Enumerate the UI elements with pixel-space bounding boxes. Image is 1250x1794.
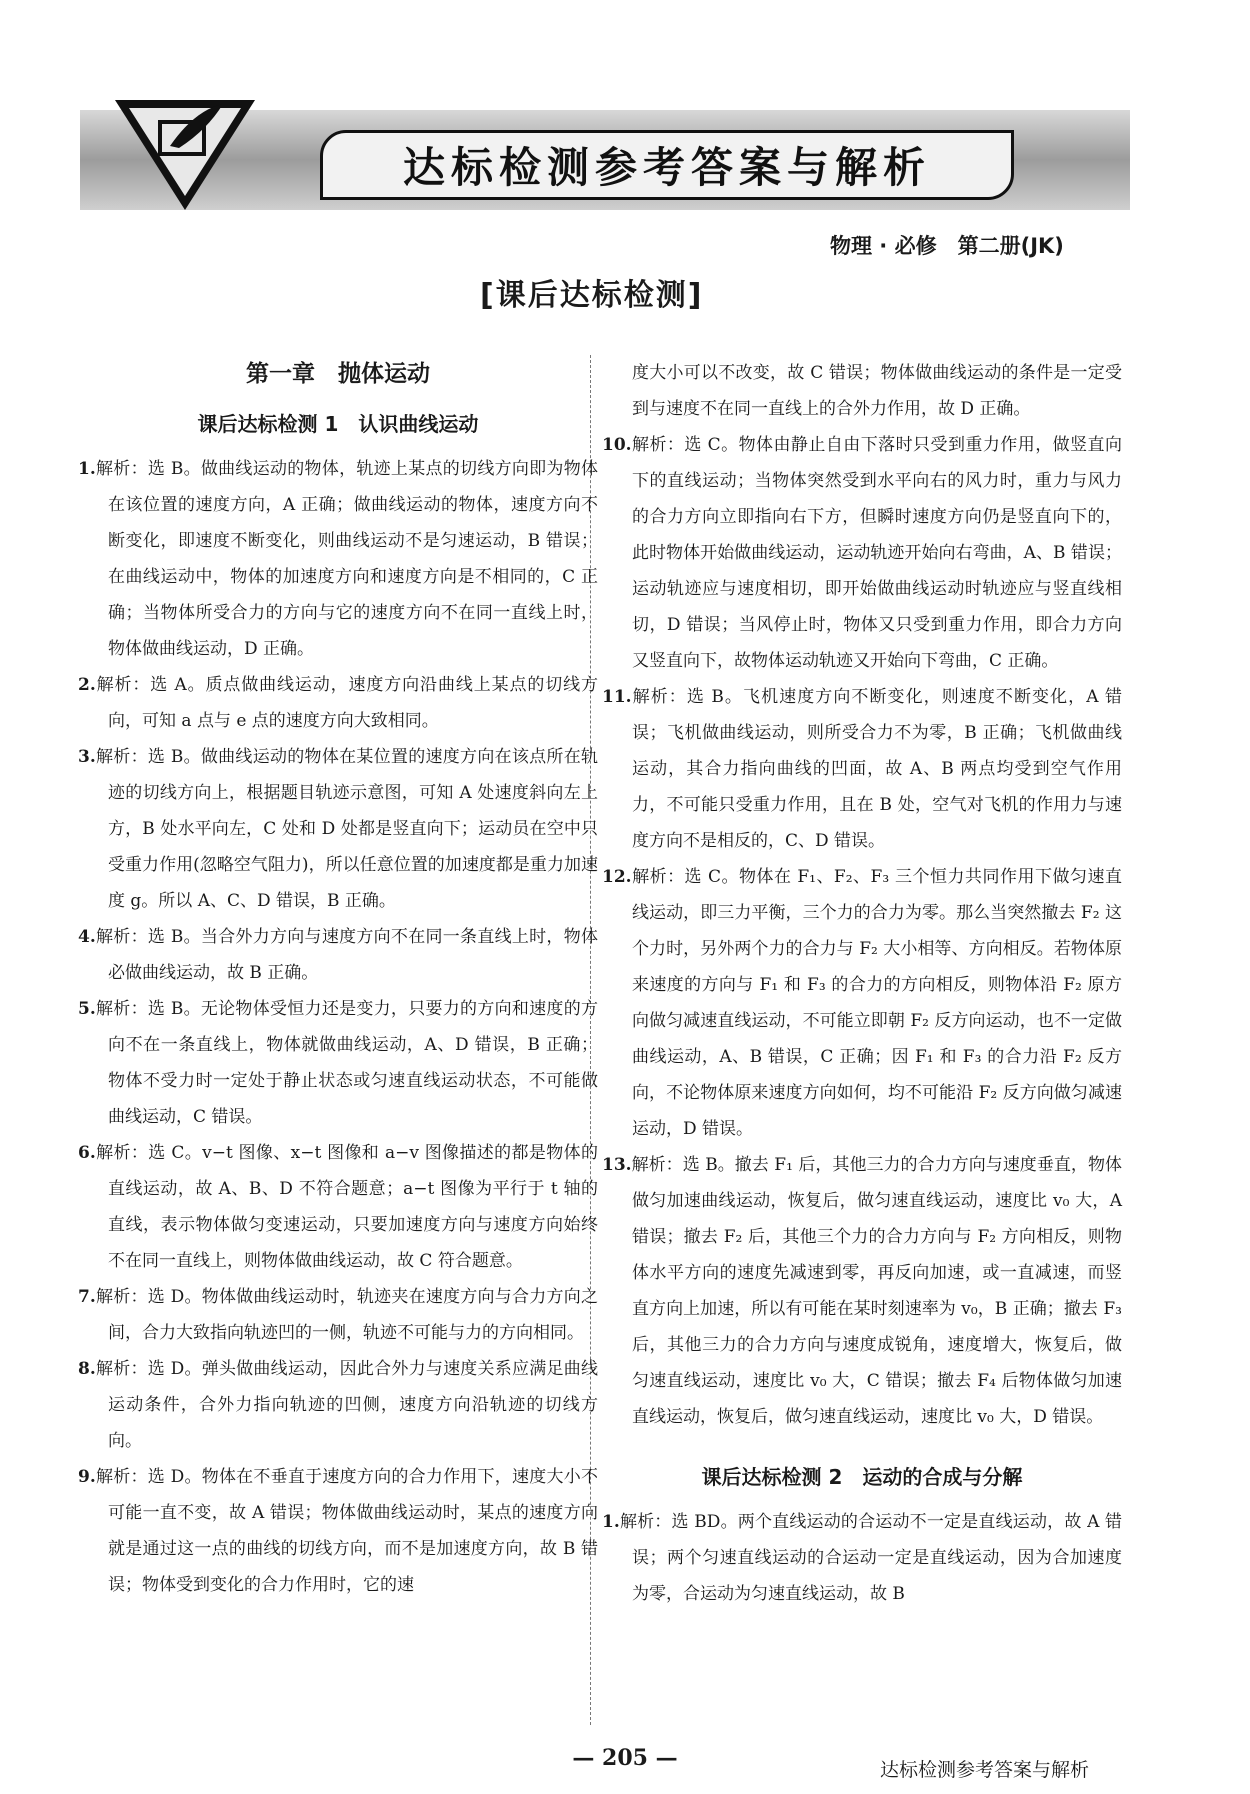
answer-number: 8. bbox=[78, 1359, 96, 1379]
answer-item bbox=[78, 451, 598, 667]
answer-item bbox=[602, 1504, 1122, 1612]
answer-item bbox=[78, 667, 598, 739]
answer-text: 解析：选 C。物体在 F₁、F₂、F₃ 三个恒力共同作用下做匀速直线运动，即三力平衡，三个力的合力为零。那么当突然撤去 F₂ 这个力时，另外两个力的合力与 F₂ 大小相等、方向相反。若物体原来速度的方向与 F₁ 和 F₃ 的合力的方向相反，则物体沿 F₂ 原方向做匀减速直线运动，不可能立即朝 F₂ 反方向运动，也不一定做曲线运动，A、B 错误，C 正确；因 F₁ 和 F₃ 的合力沿 F₂ 反方向，不论物体原来速度方向如何，均不可能沿 F₂ 反方向做匀减速运动，D 错误。 bbox=[631, 867, 1122, 1139]
subject-label: 物理 · 必修 第二册(JK) bbox=[830, 234, 1064, 258]
book-quill-logo-icon bbox=[115, 100, 255, 215]
footer-label: 达标检测参考答案与解析 bbox=[880, 1759, 1090, 1781]
answer-number: 6. bbox=[78, 1143, 96, 1163]
answer-number: 12. bbox=[602, 867, 632, 887]
banner-title-box bbox=[320, 130, 1014, 200]
answer-number: 5. bbox=[78, 999, 96, 1019]
answer-text: 解析：选 B。撤去 F₁ 后，其他三力的合力方向与速度垂直，物体做匀加速曲线运动，恢复后，做匀速直线运动，速度比 v₀ 大，A 错误；撤去 F₂ 后，其他三个力的合力方向与 F₂ 方向相反，则物体水平方向的速度先减速到零，再反向加速，或一直减速，而竖直方向上加速，所以有可能在某时刻速率为 v₀，B 正确；撤去 F₃ 后，其他三力的合力方向与速度成锐角，速度增大，恢复后，做匀速直线运动，速度比 v₀ 大，C 错误；撤去 F₄ 后物体做匀加速直线运动，恢复后，做匀速直线运动，速度比 v₀ 大，D 错误。 bbox=[631, 1155, 1122, 1427]
lesson-title: 课后达标检测 1 认识曲线运动 bbox=[197, 412, 479, 436]
answer-item bbox=[602, 859, 1122, 1147]
answer-item bbox=[78, 1135, 598, 1279]
header-banner bbox=[80, 100, 1130, 220]
answer-text: 解析：选 D。弹头做曲线运动，因此合外力与速度关系应满足曲线运动条件，合外力指向轨迹的凹侧，速度方向沿轨迹的切线方向。 bbox=[95, 1359, 598, 1451]
answer-number: 4. bbox=[78, 927, 96, 947]
answer-item bbox=[602, 427, 1122, 679]
answer-item bbox=[78, 991, 598, 1135]
answer-item bbox=[602, 1147, 1122, 1435]
page-number: — 205 — bbox=[572, 1745, 678, 1771]
right-column bbox=[602, 355, 1122, 1612]
answer-number: 13. bbox=[602, 1155, 632, 1175]
answer-number: 9. bbox=[78, 1467, 96, 1487]
answer-text: 解析：选 B。做曲线运动的物体，轨迹上某点的切线方向即为物体在该位置的速度方向，A 正确；做曲线运动的物体，速度方向不断变化，即速度不断变化，则曲线运动不是匀速运动，B 错误；在曲线运动中，物体的加速度方向和速度方向是不相同的，C 正确；当物体所受合力的方向与它的速度方向不在同一直线上时，物体做曲线运动，D 正确。 bbox=[95, 459, 598, 659]
answer-number: 10. bbox=[602, 435, 632, 455]
answer-text: 解析：选 B。当合外力方向与速度方向不在同一条直线上时，物体必做曲线运动，故 B 正确。 bbox=[95, 927, 598, 983]
answer-text: 解析：选 D。物体在不垂直于速度方向的合力作用下，速度大小不可能一直不变，故 A 错误；物体做曲线运动时，某点的速度方向就是通过这一点的曲线的切线方向，而不是加速度方向，故 B 错误；物体受到变化的合力作用时，它的速 bbox=[95, 1467, 598, 1595]
answer-item bbox=[78, 1279, 598, 1351]
left-column bbox=[78, 355, 598, 1603]
answer-text: 解析：选 D。物体做曲线运动时，轨迹夹在速度方向与合力方向之间，合力大致指向轨迹凹的一侧，轨迹不可能与力的方向相同。 bbox=[95, 1287, 598, 1343]
answer-number: 1. bbox=[602, 1512, 620, 1532]
lesson-title: 课后达标检测 2 运动的合成与分解 bbox=[701, 1465, 1023, 1489]
answer-text: 解析：选 B。无论物体受恒力还是变力，只要力的方向和速度的方向不在一条直线上，物体就做曲线运动，A、D 错误，B 正确；物体不受力时一定处于静止状态或匀速直线运动状态，不可能做曲线运动，C 错误。 bbox=[95, 999, 598, 1127]
answer-item bbox=[602, 679, 1122, 859]
answer-item bbox=[78, 919, 598, 991]
answer-list bbox=[602, 1504, 1122, 1612]
answer-text: 解析：选 C。v−t 图像、x−t 图像和 a−v 图像描述的都是物体的直线运动，故 A、B、D 不符合题意；a−t 图像为平行于 t 轴的直线，表示物体做匀变速运动，只要加速度方向与速度方向始终不在同一直线上，则物体做曲线运动，故 C 符合题意。 bbox=[95, 1143, 598, 1271]
chapter-title: 第一章 抛体运动 bbox=[246, 361, 430, 387]
banner-title: 达标检测参考答案与解析 bbox=[402, 143, 931, 192]
answer-number: 7. bbox=[78, 1287, 96, 1307]
answer-list bbox=[602, 427, 1122, 1435]
answer-number: 3. bbox=[78, 747, 96, 767]
answer-text: 解析：选 B。做曲线运动的物体在某位置的速度方向在该点所在轨迹的切线方向上，根据题目轨迹示意图，可知 A 处速度斜向左上方，B 处水平向左，C 处和 D 处都是竖直向下；运动员在空中只受重力作用(忽略空气阻力)，所以任意位置的加速度都是重力加速度 g。所以 A、C、D 错误，B 正确。 bbox=[95, 747, 598, 911]
answer-list bbox=[78, 451, 598, 1603]
answer-text: 解析：选 B。飞机速度方向不断变化，则速度不断变化，A 错误；飞机做曲线运动，则所受合力不为零，B 正确；飞机做曲线运动，其合力指向曲线的凹面，故 A、B 两点均受到空气作用力，不可能只受重力作用，且在 B 处，空气对飞机的作用力与速度方向不是相反的，C、D 错误。 bbox=[631, 687, 1122, 851]
section-title: [课后达标检测] bbox=[480, 278, 704, 313]
answer-text: 解析：选 BD。两个直线运动的合运动不一定是直线运动，故 A 错误；两个匀速直线运动的合运动一定是直线运动，因为合加速度为零，合运动为匀速直线运动，故 B bbox=[619, 1512, 1122, 1604]
answer-number: 1. bbox=[78, 459, 96, 479]
answer-text: 解析：选 A。质点做曲线运动，速度方向沿曲线上某点的切线方向，可知 a 点与 e 点的速度方向大致相同。 bbox=[95, 675, 598, 731]
answer-text: 解析：选 C。物体由静止自由下落时只受到重力作用，做竖直向下的直线运动；当物体突然受到水平向右的风力时，重力与风力的合力方向立即指向右下方，但瞬时速度方向仍是竖直向下的，此时物体开始做曲线运动，运动轨迹开始向右弯曲，A、B 错误；运动轨迹应与速度相切，即开始做曲线运动时轨迹应与竖直线相切，D 错误；当风停止时，物体又只受到重力作用，即合力方向又竖直向下，故物体运动轨迹又开始向下弯曲，C 正确。 bbox=[631, 435, 1122, 671]
answer-continuation: 度大小可以不改变，故 C 错误；物体做曲线运动的条件是一定受到与速度不在同一直线上的合外力作用，故 D 正确。 bbox=[632, 363, 1122, 419]
answer-item bbox=[78, 1351, 598, 1459]
answer-number: 11. bbox=[602, 687, 632, 707]
answer-number: 2. bbox=[78, 675, 96, 695]
answer-item bbox=[78, 739, 598, 919]
answer-item bbox=[78, 1459, 598, 1603]
